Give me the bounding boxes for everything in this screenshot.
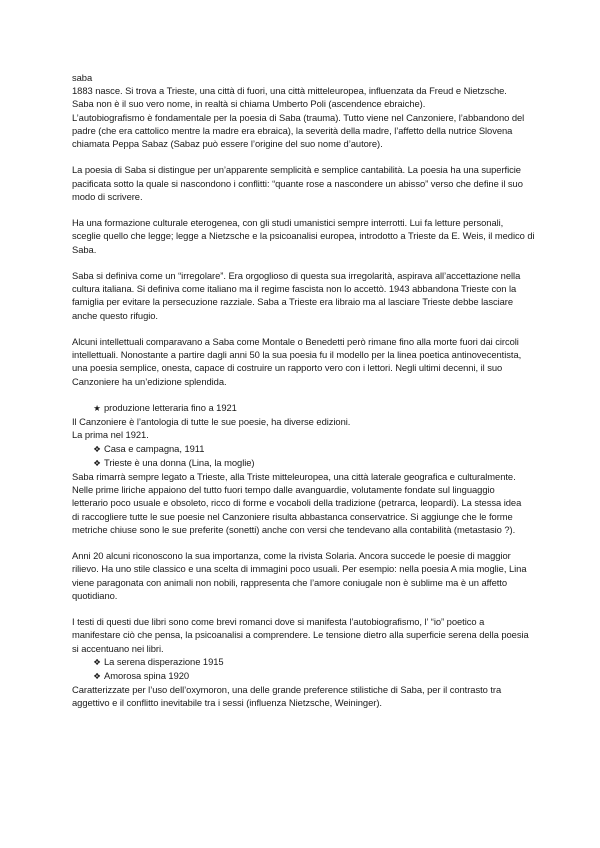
paragraph-gap bbox=[72, 536, 534, 549]
document-body bbox=[72, 71, 534, 710]
text-line: cultura italiana. Si definiva come italiano ma il regime fascista non lo accettò. 1943 abbandona Trieste con la bbox=[72, 283, 517, 295]
text-line: 1883 nasce. Si trova a Trieste, una città di fuori, una città mitteleuropea, influenzata da Freud e Nietzsche. bbox=[72, 85, 507, 97]
star-icon: ★ bbox=[93, 403, 101, 413]
bullet-text: Casa e campagna, 1911 bbox=[104, 442, 205, 454]
intro-paragraph bbox=[72, 71, 534, 150]
text-line: rilievo. Ha uno stile classico e una scelta di immagini poco usuali. Per esempio: nella poesia A mia moglie, Lina bbox=[72, 563, 527, 575]
text-line: Saba. bbox=[72, 243, 97, 255]
bullet-text: La serena disperazione 1915 bbox=[104, 655, 224, 667]
text-line: aggettivo e il conflitto inevitabile tra i sessi (influenza Nietzsche, Weininger). bbox=[72, 697, 382, 709]
bullet-text: produzione letteraria fino a 1921 bbox=[104, 402, 237, 413]
document-title: saba bbox=[72, 72, 93, 83]
text-line: modo di scrivere. bbox=[72, 190, 143, 202]
text-line: sceglie quello che legge; legge a Nietzsche e la psicoanalisi europea, introdotto a Trieste da E. Weis, il medico di bbox=[72, 230, 535, 242]
anni20-paragraph bbox=[72, 549, 534, 602]
text-line: viene paragonata con animali non nobili, rappresenta che l’amore coniugale non è sublime ma è un affetto bbox=[72, 576, 508, 588]
text-line: si accentuano nei libri. bbox=[72, 642, 164, 654]
text-line: Anni 20 alcuni riconoscono la sua importanza, come la rivista Solaria. Ancora succede le poesie di maggior bbox=[72, 550, 511, 562]
text-line: famiglia per evitare la persecuzione razziale. Saba a Trieste era libraio ma al lasciare Trieste debbe lasciare bbox=[72, 296, 514, 308]
text-line: Caratterizzate per l’uso dell’oxymoron, una delle grande preference stilistiche di Saba, per il contrasto tra bbox=[72, 684, 502, 696]
diamond-bullet-item bbox=[72, 456, 534, 470]
intellettuali-paragraph bbox=[72, 335, 534, 388]
text-line: metriche chiuse sono le sue preferite (sonetti) anche con versi che tendevano alla contabilità (metastasio ?). bbox=[72, 523, 516, 535]
paragraph-gap bbox=[72, 150, 534, 163]
diamond-bullet-item bbox=[72, 655, 534, 669]
text-line: Il Canzoniere è l’antologia di tutte le sue poesie, ha diverse edizioni. bbox=[72, 416, 351, 428]
text-line: La poesia di Saba si distingue per un’apparente semplicità e semplice cantabilità. La poesia ha una superficie bbox=[72, 164, 521, 176]
diamond-icon: ❖ bbox=[93, 671, 101, 682]
diamond-icon: ❖ bbox=[93, 656, 101, 667]
text-line: Nelle prime liriche appaiono del tutto fuori tempo dalle avanguardie, volutamente fondate sul linguaggio bbox=[72, 484, 495, 496]
diamond-icon: ❖ bbox=[93, 457, 101, 468]
star-bullet-item bbox=[72, 401, 534, 415]
text-line: Saba non è il suo vero nome, in realtà si chiama Umberto Poli (ascendence ebraiche). bbox=[72, 98, 426, 110]
text-line: Alcuni intellettuali comparavano a Saba come Montale o Benedetti però rimane fino alla morte fuori dai circoli bbox=[72, 336, 519, 347]
text-line: Canzoniere ha un’edizione splendida. bbox=[72, 375, 227, 387]
text-line: pacificata sotto la quale si nascondono i conflitti: “quante rose a nascondere un abisso” verso che define il suo bbox=[72, 177, 523, 189]
text-line: quotidiano. bbox=[72, 589, 118, 601]
diamond-bullet-item bbox=[72, 669, 534, 683]
text-line: chiamata Peppa Sabaz (Sabaz può essere l’origine del suo nome d’autore). bbox=[72, 138, 383, 150]
text-line: padre (che era cattolico mentre la madre era ebraica), la severità della madre, l’affetto della nutrice Slovena bbox=[72, 124, 513, 136]
text-line: letterario poco usuale e obsoleto, ricco di forme e vocaboli della tradizione (petrarca, leopardi). La stessa idea bbox=[72, 497, 522, 509]
formation-paragraph bbox=[72, 216, 534, 256]
style-paragraph bbox=[72, 163, 534, 203]
text-line: La prima nel 1921. bbox=[72, 429, 149, 441]
irregolare-paragraph bbox=[72, 269, 534, 322]
text-line: una poesia semplice, onesta, capace di costruire un rapporto vero con i lettori. Negli ultimi decenni, il suo bbox=[72, 362, 503, 374]
bullet-text: Trieste è una donna (Lina, la moglie) bbox=[104, 456, 255, 468]
text-line: intellettuali. Nonostante a partire dagli anni 50 la sua poesia fu il modello per la linea poetica antinovecentista, bbox=[72, 349, 522, 361]
text-line: manifestare ciò che pensa, la psicoanalisi a comprendere. Le tensione dietro alla superficie serena della poesia bbox=[72, 629, 529, 641]
text-line: di raccogliere tutte le sue poesie nel Canzoniere risulta abbastanca conservatrice. Si aggiunge che le forme bbox=[72, 510, 513, 522]
text-line: Saba si definiva come un “irregolare”. Era orgoglioso di questa sua irregolarità, aspirava all’accettazione nella bbox=[72, 270, 521, 281]
text-line: Ha una formazione culturale eterogenea, con gli studi umanistici sempre interrotti. Lui fa letture personali, bbox=[72, 217, 504, 229]
diamond-bullet-item bbox=[72, 442, 534, 456]
text-line: anche questo rifugio. bbox=[72, 309, 158, 321]
diamond-icon: ❖ bbox=[93, 443, 101, 454]
bullet-text: Amorosa spina 1920 bbox=[104, 670, 190, 682]
text-line: Saba rimarrà sempre legato a Trieste, alla Triste mitteleuropea, una città laterale geografica e culturalmente. bbox=[72, 471, 516, 483]
text-line: I testi di questi due libri sono come brevi romanci dove si manifesta l’autobiografismo, l’ “io” poetico a bbox=[72, 616, 485, 628]
canzoniere-section bbox=[72, 401, 534, 536]
text-line: L’autobiografismo è fondamentale per la poesia di Saba (trauma). Tutto viene nel Canzoniere, l’abbandono del bbox=[72, 111, 525, 123]
testi-section bbox=[72, 615, 534, 709]
